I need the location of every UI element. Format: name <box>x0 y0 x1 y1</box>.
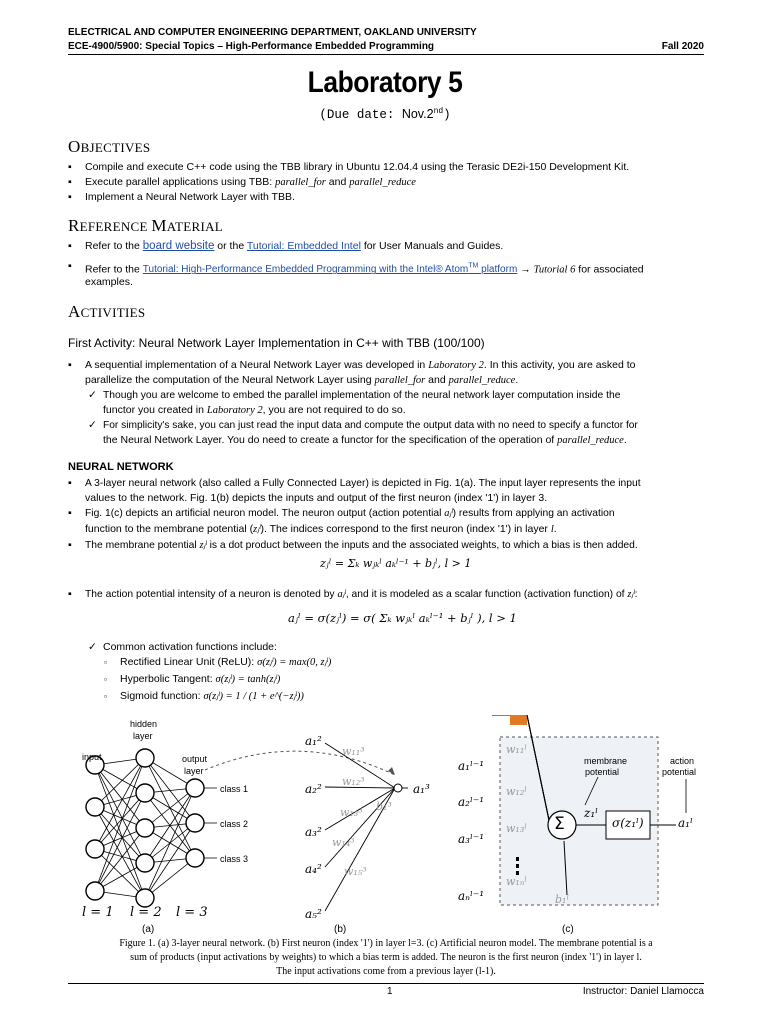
c-input-a2: a₂ˡ⁻¹ <box>458 795 485 809</box>
activity-item: ▪ A sequential implementation of a Neural Network Layer was developed in Laboratory 2. In this activity, you are asked to parallelize the computation of the Neural Network Layer using parallel_for and parallel_reduce. <box>68 359 636 386</box>
hidden-node <box>136 749 154 767</box>
figure-a-tag: (a) <box>142 924 155 935</box>
b-weight-w11: w₁₁³ <box>342 745 365 758</box>
header-term: Fall 2020 <box>661 41 704 52</box>
c-ellipsis-dot <box>516 857 519 861</box>
c-label-action-potential: potential <box>662 767 697 777</box>
output-node <box>186 814 204 832</box>
footer-rule <box>68 983 704 984</box>
c-activation: σ(z₁ˡ) <box>612 816 644 830</box>
b-weight-w15: w₁₅³ <box>344 865 367 878</box>
label-l3: l = 3 <box>176 905 208 920</box>
activity-check-item: ✓ Though you are welcome to embed the parallel implementation of the neural network layer computation inside the functor you created in Laboratory 2, you are not required to do so. <box>88 389 621 416</box>
label-l2: l = 2 <box>130 905 162 920</box>
b-node <box>394 784 402 792</box>
page-number: 1 <box>387 986 393 997</box>
c-sum-symbol: Σ <box>554 814 565 834</box>
activation-list-title: ✓ Common activation functions include: <box>88 641 277 653</box>
figure-caption-line: The input activations come from a previous layer (l-1). <box>276 966 496 977</box>
c-bias: b₁ˡ <box>555 893 570 906</box>
check-icon: ✓ <box>88 389 97 401</box>
figure-caption-line: Figure 1. (a) 3-layer neural network. (b) First neuron (index '1') in layer l=3. (c) Artificial neuron model. The membrane potential is a <box>119 938 653 949</box>
neural-item: ▪ Fig. 1(c) depicts an artificial neuron model. The neuron output (action potential aⱼˡ) results from applying an activation function to the membrane potential (zⱼˡ). The indices correspond to the first neuron (index '1') in layer l. <box>68 507 615 535</box>
activity-check-item: ✓ For simplicity's sake, you can just read the input data and compute the output data with no need to specify a functor for the Neural Network Layer. You do need to create a functor for the specification of the operation of parallel_reduce. <box>88 419 638 446</box>
due-date: (Due date: Nov.2nd) <box>319 107 451 123</box>
reference-heading: REFERENCE MATERIAL <box>68 216 224 235</box>
label-class-2: class 2 <box>220 819 249 829</box>
reference-item: ▪ Refer to the Tutorial: High-Performance Embedded Programming with the Intel® Atom™ platform → Tutorial 6 for associated examples. <box>68 260 644 288</box>
label-class-3: class 3 <box>220 854 249 864</box>
c-weight-w12: w₁₂ˡ <box>506 785 527 798</box>
header-course: ECE-4900/5900: Special Topics – High-Performance Embedded Programming <box>68 41 435 52</box>
b-weight-w14: w₁₄³ <box>332 836 355 849</box>
tutorial-hpep-link[interactable]: Tutorial: High-Performance Embedded Programming with the Intel® Atom™ platform <box>142 263 518 276</box>
b-weight-w13: w₁₃³ <box>340 806 363 819</box>
c-input-a3: a₃ˡ⁻¹ <box>458 832 485 846</box>
input-node <box>86 882 104 900</box>
c-weight-w11: w₁₁ˡ <box>506 743 527 756</box>
c-label-membrane-potential: potential <box>585 767 620 777</box>
b-input-a1: a₁² <box>305 734 322 748</box>
label-input: input <box>82 752 102 762</box>
equation-activation: aⱼˡ = σ(zⱼˡ) = σ( Σₖ wⱼₖˡ aₖˡ⁻¹ + bⱼˡ ), l > 1 <box>288 611 517 625</box>
header-rule <box>68 54 704 55</box>
c-input-a1: a₁ˡ⁻¹ <box>458 759 485 773</box>
reference-item: ▪ Refer to the board website or the Tutorial: Embedded Intel for User Manuals and Guides. <box>68 240 504 252</box>
label-output: output <box>182 754 208 764</box>
neural-network-heading: NEURAL NETWORK <box>68 461 174 473</box>
objective-item: ▪ Compile and execute C++ code using the TBB library in Ubuntu 12.04.4 using the Terasic DE2i-150 Development Kit. <box>68 161 630 173</box>
c-weight-w1n: w₁ₙˡ <box>506 875 527 888</box>
neural-item: ▪ The action potential intensity of a neuron is denoted by aⱼˡ, and it is modeled as a scalar function (activation function) of zⱼˡ: <box>68 588 638 600</box>
objective-item: ▪ Execute parallel applications using TBB: parallel_for and parallel_reduce <box>68 176 416 188</box>
b-input-a4: a₄² <box>305 862 322 876</box>
b-input-a3: a₃² <box>305 825 322 839</box>
figure-b-neuron <box>325 743 408 911</box>
b-weight-w12: w₁₂³ <box>342 775 365 788</box>
tutorial-embedded-intel-link[interactable]: Tutorial: Embedded Intel <box>246 240 361 252</box>
label-l1: l = 1 <box>82 905 114 920</box>
label-class-1: class 1 <box>220 784 249 794</box>
link-arrow <box>205 751 395 775</box>
hidden-node <box>136 854 154 872</box>
b-input-a5: a₅² <box>305 907 322 921</box>
c-weight-box <box>510 715 527 725</box>
activation-item: ▫ Hyperbolic Tangent: σ(zⱼˡ) = tanh(zⱼˡ) <box>104 673 281 685</box>
figure-1 <box>0 715 770 935</box>
activation-item: ▫ Rectified Linear Unit (ReLU): σ(zⱼˡ) = max(0, zⱼˡ) <box>104 656 332 668</box>
b-output-a1: a₁³ <box>413 782 430 796</box>
check-icon: ✓ <box>88 419 97 431</box>
activities-heading: ACTIVITIES <box>68 302 146 321</box>
objectives-heading: OBJECTIVES <box>68 137 151 156</box>
c-weight-w13: w₁₃ˡ <box>506 822 527 835</box>
c-output-a: a₁ˡ <box>678 816 693 830</box>
neural-item: ▪ The membrane potential zⱼˡ is a dot product between the inputs and the associated weights, to which a bias is then added. <box>68 539 638 551</box>
c-label-membrane: membrane <box>584 756 628 766</box>
c-membrane-z: z₁ˡ <box>584 806 599 820</box>
figure-b-tag: (b) <box>334 924 347 935</box>
header-department: ELECTRICAL AND COMPUTER ENGINEERING DEPARTMENT, OAKLAND UNIVERSITY <box>68 27 477 38</box>
figure-c-tag: (c) <box>562 924 574 935</box>
input-node <box>86 798 104 816</box>
c-label-action: action <box>670 756 695 766</box>
input-node <box>86 840 104 858</box>
b-input-a2: a₂² <box>305 782 322 796</box>
label-hidden-layer: layer <box>133 731 153 741</box>
figure-caption-line: sum of products (input activations by weights) to which a bias term is added. The neuron is the first neuron (index '1') in layer l. <box>130 952 642 963</box>
label-output-layer: layer <box>184 766 204 776</box>
c-input-an: aₙˡ⁻¹ <box>458 889 485 903</box>
objective-item: ▪ Implement a Neural Network Layer with TBB. <box>68 191 295 203</box>
output-node <box>186 779 204 797</box>
b-bias: b₁³ <box>376 800 392 813</box>
label-hidden: hidden <box>130 719 158 729</box>
instructor: Instructor: Daniel Llamocca <box>582 986 704 997</box>
output-node <box>186 849 204 867</box>
c-ellipsis-dot <box>516 864 519 868</box>
neural-item: ▪ A 3-layer neural network (also called a Fully Connected Layer) is depicted in Fig. 1(a). The input layer represents the input values to the network. Fig. 1(b) depicts the inputs and output of the first neuron (index '1') in layer 3. <box>68 477 641 504</box>
hidden-node <box>136 784 154 802</box>
hidden-node <box>136 819 154 837</box>
equation-membrane: zⱼˡ = Σₖ wⱼₖˡ aₖˡ⁻¹ + bⱼˡ, l > 1 <box>320 557 472 570</box>
first-activity-title: First Activity: Neural Network Layer Implementation in C++ with TBB (100/100) <box>68 336 485 350</box>
board-website-link[interactable]: board website <box>142 240 215 252</box>
page-title: Laboratory 5 <box>307 66 463 99</box>
activation-item: ▫ Sigmoid function: σ(zⱼˡ) = 1 / (1 + e^(−zⱼˡ)) <box>104 690 304 702</box>
check-icon: ✓ <box>88 641 97 653</box>
